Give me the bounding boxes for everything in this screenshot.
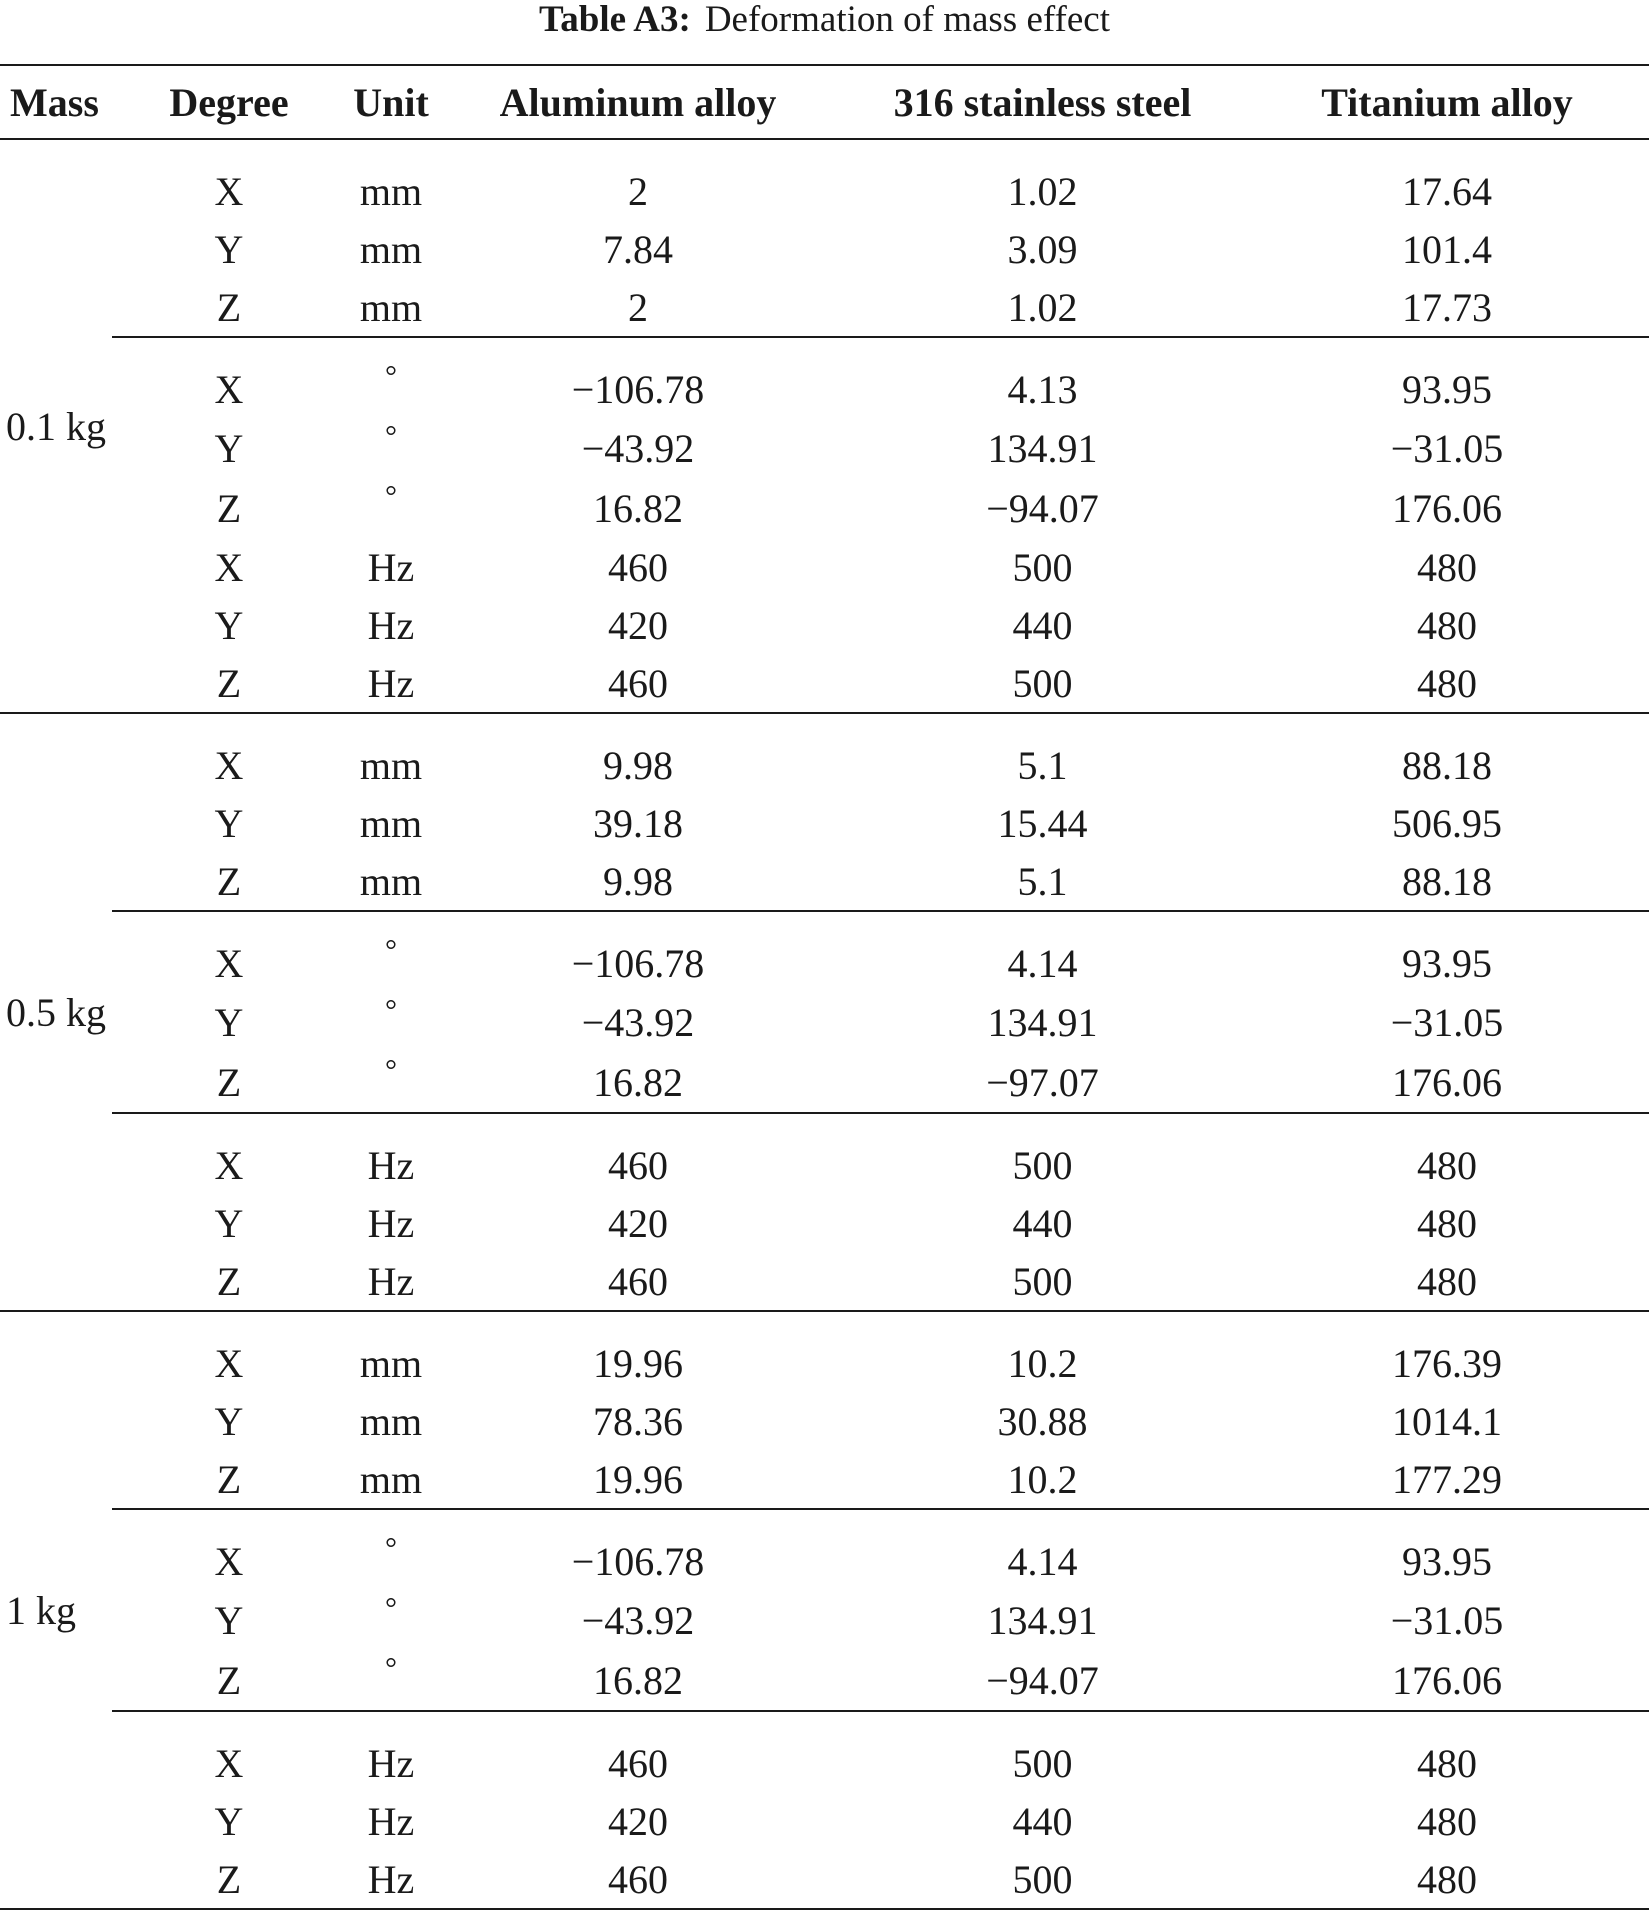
table-row (0, 1194, 1649, 1252)
stainless-steel-cell: 134.91 (987, 425, 1098, 471)
stainless-steel-cell: 10.2 (1007, 1456, 1078, 1502)
stainless-steel-cell: 1.02 (1007, 284, 1078, 330)
unit-cell: mm (359, 1456, 423, 1502)
aluminum-alloy-cell: 78.36 (593, 1398, 683, 1444)
table-row (0, 1792, 1649, 1850)
unit-cell: Hz (346, 1711, 436, 1792)
aluminum-alloy-cell: 16.82 (593, 485, 683, 531)
table-row (0, 418, 1649, 478)
table-row (0, 1850, 1649, 1909)
titanium-alloy-cell: 480 (1417, 602, 1477, 648)
stainless-steel-cell: −94.07 (986, 485, 1099, 531)
aluminum-alloy-cell: 7.84 (603, 226, 673, 272)
table-row (0, 1650, 1649, 1711)
header-titanium-alloy: Titanium alloy (1321, 79, 1573, 125)
mass-value: 0.5 kg (6, 989, 106, 1035)
unit-cell: mm (359, 284, 423, 330)
degree-cell: Z (216, 1456, 242, 1502)
mass-group (0, 713, 1649, 1311)
degree-cell: Z (216, 1059, 242, 1105)
titanium-alloy-cell: 1014.1 (1392, 1398, 1502, 1444)
degree-cell: Y (214, 602, 244, 648)
aluminum-alloy-cell: 460 (608, 544, 668, 590)
degree-cell: Y (214, 999, 244, 1045)
unit-cell: Hz (367, 1258, 415, 1304)
stainless-steel-cell: 5.1 (1017, 742, 1068, 788)
stainless-steel-cell: 440 (1012, 1798, 1073, 1844)
table-row (0, 538, 1649, 596)
aluminum-alloy-cell: −106.78 (436, 337, 840, 418)
titanium-alloy-cell: 17.64 (1402, 168, 1492, 214)
titanium-alloy-cell: 480 (1245, 1113, 1649, 1194)
mass-value: 1 kg (6, 1587, 76, 1633)
table-row (0, 1450, 1649, 1509)
degree-cell: X (112, 1711, 346, 1792)
stainless-steel-cell: 10.2 (1007, 1340, 1078, 1386)
stainless-steel-cell: 440 (1012, 602, 1073, 648)
titanium-alloy-cell: 480 (1417, 1798, 1477, 1844)
unit-cell: mm (359, 1398, 423, 1444)
stainless-steel-cell: 4.14 (840, 1509, 1245, 1590)
unit-cell: ° (385, 1592, 397, 1625)
unit-cell: mm (359, 742, 423, 788)
stainless-steel-cell: 500 (840, 1113, 1245, 1194)
aluminum-alloy-cell: 19.96 (593, 1340, 683, 1386)
aluminum-alloy-cell: 420 (608, 602, 668, 648)
aluminum-alloy-cell: −43.92 (581, 425, 695, 471)
table-row (0, 1590, 1649, 1650)
stainless-steel-cell: 500 (1012, 660, 1073, 706)
degree-cell: X (112, 1113, 346, 1194)
aluminum-alloy-cell: 460 (436, 1711, 840, 1792)
mass-group (0, 139, 1649, 713)
unit-cell: Hz (367, 1798, 415, 1844)
header-316-stainless-steel: 316 stainless steel (893, 79, 1192, 125)
degree-cell: Y (214, 1200, 244, 1246)
titanium-alloy-cell: 480 (1417, 1258, 1477, 1304)
unit-cell: mm (359, 858, 423, 904)
table-caption (0, 0, 1649, 40)
titanium-alloy-cell: 177.29 (1392, 1456, 1502, 1502)
unit-cell: mm (359, 168, 423, 214)
titanium-alloy-cell: −31.05 (1390, 425, 1504, 471)
stainless-steel-cell: −97.07 (986, 1059, 1099, 1105)
titanium-alloy-cell: 480 (1417, 1200, 1477, 1246)
stainless-steel-cell: 500 (840, 1711, 1245, 1792)
unit-cell: ° (385, 994, 397, 1027)
header-mass: Mass (10, 79, 99, 125)
titanium-alloy-cell: −31.05 (1390, 1597, 1504, 1643)
stainless-steel-cell: 3.09 (1007, 226, 1078, 272)
stainless-steel-cell: 440 (1012, 1200, 1073, 1246)
aluminum-alloy-cell: −43.92 (581, 999, 695, 1045)
unit-cell: Hz (367, 1200, 415, 1246)
table-row (0, 278, 1649, 337)
titanium-alloy-cell: 88.18 (1402, 742, 1492, 788)
degree-cell: Z (216, 858, 242, 904)
unit-cell: Hz (346, 1113, 436, 1194)
stainless-steel-cell: 134.91 (987, 1597, 1098, 1643)
degree-cell: Z (216, 1856, 242, 1902)
titanium-alloy-cell: 176.06 (1392, 1657, 1502, 1703)
unit-cell: ° (385, 480, 397, 513)
aluminum-alloy-cell: 9.98 (603, 858, 673, 904)
mass-group (0, 1311, 1649, 1909)
unit-cell: ° (346, 337, 436, 418)
unit-cell: mm (359, 226, 423, 272)
degree-cell: Y (214, 226, 244, 272)
degree-cell: X (112, 911, 346, 992)
titanium-alloy-cell: 176.06 (1392, 1059, 1502, 1105)
degree-cell: X (112, 337, 346, 418)
header-unit: Unit (353, 79, 429, 125)
header-aluminum-alloy: Aluminum alloy (499, 79, 777, 125)
deformation-table (0, 64, 1649, 1910)
aluminum-alloy-cell: 460 (608, 1258, 668, 1304)
degree-cell: Z (216, 1258, 242, 1304)
unit-cell: mm (359, 800, 423, 846)
table-header (0, 65, 1649, 139)
table-row (0, 852, 1649, 911)
aluminum-alloy-cell: −106.78 (436, 1509, 840, 1590)
aluminum-alloy-cell: 420 (608, 1200, 668, 1246)
titanium-alloy-cell: 506.95 (1392, 800, 1502, 846)
table-row (0, 1509, 1649, 1590)
unit-cell: ° (385, 1652, 397, 1685)
aluminum-alloy-cell: 9.98 (603, 742, 673, 788)
stainless-steel-cell: 4.13 (840, 337, 1245, 418)
stainless-steel-cell: −94.07 (986, 1657, 1099, 1703)
unit-cell: Hz (367, 544, 415, 590)
aluminum-alloy-cell: 16.82 (593, 1059, 683, 1105)
degree-cell: X (214, 742, 244, 788)
table-row (0, 596, 1649, 654)
aluminum-alloy-cell: 19.96 (593, 1456, 683, 1502)
unit-cell: Hz (367, 602, 415, 648)
degree-cell: Y (214, 1398, 244, 1444)
unit-cell: ° (346, 1509, 436, 1590)
titanium-alloy-cell: 480 (1417, 660, 1477, 706)
aluminum-alloy-cell: −43.92 (581, 1597, 695, 1643)
degree-cell: X (214, 168, 244, 214)
stainless-steel-cell: 15.44 (997, 800, 1088, 846)
degree-cell: Y (214, 800, 244, 846)
degree-cell: Y (214, 1798, 244, 1844)
stainless-steel-cell: 4.14 (840, 911, 1245, 992)
titanium-alloy-cell: 93.95 (1245, 1509, 1649, 1590)
table-caption-label: Table A3: (539, 0, 691, 40)
aluminum-alloy-cell: 16.82 (593, 1657, 683, 1703)
titanium-alloy-cell: 480 (1417, 544, 1477, 590)
titanium-alloy-cell: 176.06 (1392, 485, 1502, 531)
aluminum-alloy-cell: 420 (608, 1798, 668, 1844)
degree-cell: Z (216, 660, 242, 706)
header-degree: Degree (169, 79, 289, 125)
aluminum-alloy-cell: 460 (608, 1856, 668, 1902)
aluminum-alloy-cell: 460 (608, 660, 668, 706)
table-row (0, 220, 1649, 278)
aluminum-alloy-cell: 2 (628, 284, 648, 330)
table-row (0, 1113, 1649, 1194)
table-row (0, 992, 1649, 1052)
titanium-alloy-cell: 480 (1417, 1856, 1477, 1902)
stainless-steel-cell: 500 (1012, 544, 1073, 590)
degree-cell: X (112, 1509, 346, 1590)
table-row (0, 911, 1649, 992)
stainless-steel-cell: 134.91 (987, 999, 1098, 1045)
aluminum-alloy-cell: −106.78 (436, 911, 840, 992)
degree-cell: Y (214, 425, 244, 471)
aluminum-alloy-cell: 39.18 (593, 800, 683, 846)
stainless-steel-cell: 30.88 (997, 1398, 1088, 1444)
unit-cell: Hz (367, 660, 415, 706)
titanium-alloy-cell: 93.95 (1245, 911, 1649, 992)
unit-cell: ° (385, 1054, 397, 1087)
titanium-alloy-cell: 88.18 (1402, 858, 1492, 904)
titanium-alloy-cell: −31.05 (1390, 999, 1504, 1045)
table-row (0, 337, 1649, 418)
unit-cell: mm (359, 1340, 423, 1386)
stainless-steel-cell: 1.02 (1007, 168, 1078, 214)
degree-cell: Z (216, 284, 242, 330)
table-row (0, 478, 1649, 538)
table-row (0, 1311, 1649, 1392)
unit-cell: Hz (367, 1856, 415, 1902)
header-row (0, 65, 1649, 139)
table-row (0, 713, 1649, 794)
titanium-alloy-cell: 176.39 (1392, 1340, 1502, 1386)
table-row (0, 794, 1649, 852)
table-row (0, 1711, 1649, 1792)
titanium-alloy-cell: 93.95 (1245, 337, 1649, 418)
table-row (0, 654, 1649, 713)
degree-cell: Z (216, 485, 242, 531)
degree-cell: X (214, 544, 244, 590)
table-row (0, 139, 1649, 220)
degree-cell: Y (214, 1597, 244, 1643)
aluminum-alloy-cell: 460 (436, 1113, 840, 1194)
titanium-alloy-cell: 17.73 (1402, 284, 1492, 330)
table-row (0, 1392, 1649, 1450)
unit-cell: ° (385, 420, 397, 453)
unit-cell: ° (346, 911, 436, 992)
degree-cell: Z (216, 1657, 242, 1703)
titanium-alloy-cell: 480 (1245, 1711, 1649, 1792)
table-row (0, 1052, 1649, 1113)
stainless-steel-cell: 500 (1012, 1856, 1073, 1902)
mass-value: 0.1 kg (6, 403, 106, 449)
degree-cell: X (214, 1340, 244, 1386)
aluminum-alloy-cell: 2 (628, 168, 648, 214)
titanium-alloy-cell: 101.4 (1402, 226, 1492, 272)
stainless-steel-cell: 5.1 (1017, 858, 1068, 904)
stainless-steel-cell: 500 (1012, 1258, 1073, 1304)
table-caption-text: Deformation of mass effect (704, 0, 1110, 40)
table-row (0, 1252, 1649, 1311)
